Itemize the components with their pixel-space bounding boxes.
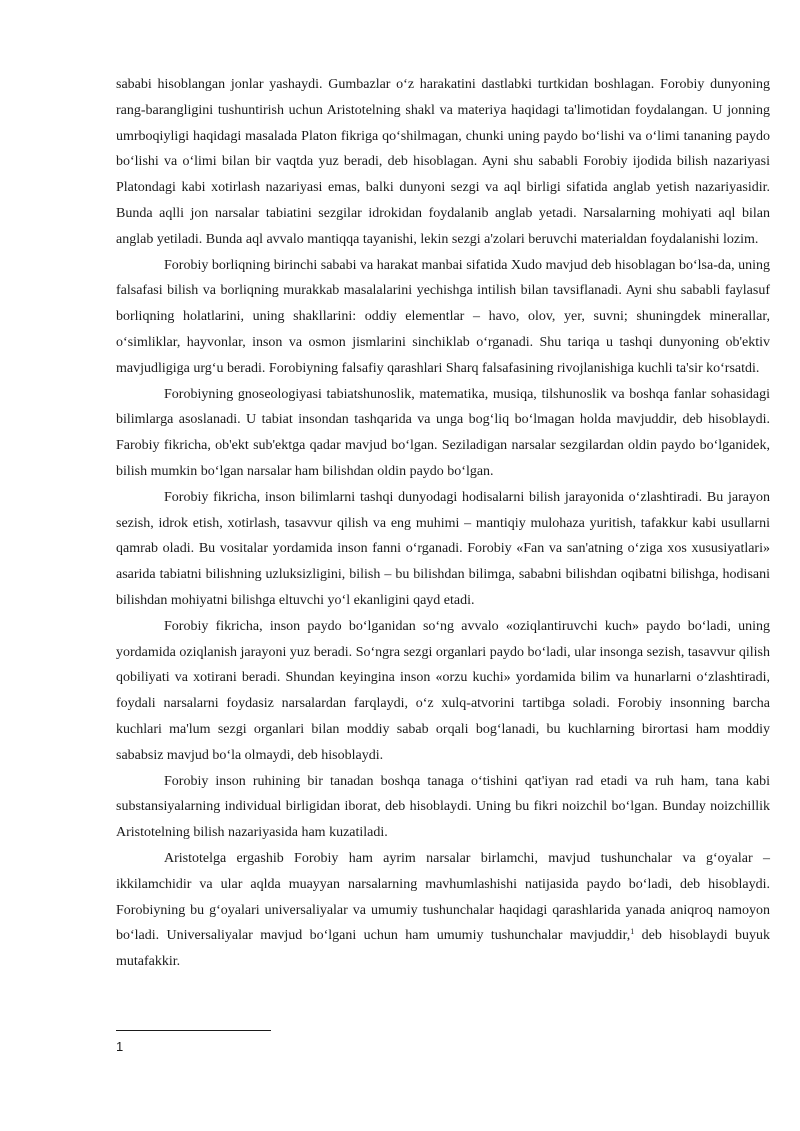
paragraph-5: Forobiy fikricha, inson paydo bo‘lganidan so‘ng avvalo «oziqlantiruvchi kuch» paydo bo‘ladi, uning yordamida oziqlanish jarayoni yuz beradi. So‘ngra sezgi organlari paydo bo‘ladi, ular insonga sezish, tasavvur qilish qobiliyati va xotirani beradi. Shundan keyingina inson «orzu kuchi» yordamida bilim va hunarlarni o‘zlashtiradi, foydali narsalarni foydasiz narsalardan farqlaydi, o‘z xulq-atvorini tartibga soladi. Forobiy insonning barcha kuchlari ma'lum sezgi organlari bilan moddiy sabab orqali bog‘lanadi, bu kuchlarning birortasi ham moddiy sababsiz mavjud bo‘la olmaydi, deb hisoblaydi. [116,618,770,763]
paragraph-7 [116,846,770,975]
document-body [116,72,770,975]
paragraph-7-text: Aristotelga ergashib Forobiy ham ayrim narsalar birlamchi, mavjud tushunchalar va g‘oyalar – ikkilamchidir va ular aqlda muayyan narsalarning mavhumlashishi natijasida paydo bo‘ladi, deb hisoblaydi. Forobiyning bu g‘oyalari universaliyalar va umumiy tushunchalar haqidagi qarashlarida yanada aniqroq namoyon bo‘ladi. Universaliyalar mavjud bo‘lgani uchun ham umumiy tushunchalar mavjuddir, [116,850,770,944]
paragraph-3: Forobiyning gnoseologiyasi tabiatshunoslik, matematika, musiqa, tilshunoslik va boshqa fanlar sohasidagi bilimlarga asoslanadi. U tabiat insondan tashqarida va unga bog‘liq bo‘lmagan holda mavjuddir, deb hisoblaydi. Farobiy fikricha, ob'ekt sub'ektga qadar mavjud bo‘lgan. Seziladigan narsalar sezgilardan oldin paydo bo‘lganidek, bilish mumkin bo‘lgan narsalar ham bilishdan oldin paydo bo‘lgan. [116,386,770,479]
footnote-reference[interactable]: 1 [630,927,635,937]
paragraph-7-tail: deb hisoblaydi buyuk mutafakkir. [116,928,770,970]
paragraph-2: Forobiy borliqning birinchi sababi va harakat manbai sifatida Xudo mavjud deb hisoblagan bo‘lsa-da, uning falsafasi bilish va borliqning murakkab masalalarini yechishga intilish bilan tavsiflanadi. Ayni shu sababli faylasuf borliqning holatlarini, uning shakllarini: oddiy elementlar – havo, olov, yer, suvni; shuningdek minerallar, o‘simliklar, hayvonlar, inson va osmon jismlarini sinchiklab o‘rganadi. Shu tariqa u tashqi dunyoning ob'ektiv mavjudligiga urg‘u beradi. Forobiyning falsafiy qarashlari Sharq falsafasining rivojlanishiga kuchli ta'sir ko‘rsatdi. [116,257,770,376]
footnote-number: 1 [116,1039,124,1054]
paragraph-4: Forobiy fikricha, inson bilimlarni tashqi dunyodagi hodisalarni bilish jarayonida o‘zlashtiradi. Bu jarayon sezish, idrok etish, xotirlash, tasavvur qilish va eng muhimi – mantiqiy mulohaza yuritish, tafakkur kabi usullarni qamrab oladi. Bu vositalar yordamida inson fanni o‘rganadi. Forobiy «Fan va san'atning o‘ziga xos xususiyatlari» asarida tabiatni bilishning uzluksizligini, bilish – bu bilishdan bilimga, sababni bilishdan oqibatni bilishga, hodisani bilishdan mohiyatni bilishga eltuvchi yo‘l ekanligini qayd etadi. [116,489,770,608]
paragraph-6: Forobiy inson ruhining bir tanadan boshqa tanaga o‘tishini qat'iyan rad etadi va ruh ham, tana kabi substansiyalarning individual birligidan iborat, deb hisoblaydi. Uning bu fikri noizchil bo‘lgan. Bunday noizchillik Aristotelning bilish nazariyasida ham kuzatiladi. [116,773,770,841]
paragraph-1: sababi hisoblangan jonlar yashaydi. Gumbazlar o‘z harakatini dastlabki turtkidan boshlagan. Forobiy dunyoning rang-barangligini tushuntirish uchun Aristotelning shakl va materiya haqidagi ta'limotidan foydalangan. U jonning umrboqiyligi haqidagi masalada Platon fikriga qo‘shilmagan, chunki uning paydo bo‘lishi va o‘limi tananing paydo bo‘lishi va o‘limi bilan bir vaqtda yuz beradi, deb hisoblagan. Ayni shu sababli Forobiy ijodida bilish nazariyasi Platondagi kabi xotirlash nazariyasi emas, balki dunyoni sezgi va aql birligi sifatida anglab yetish nazariyasidir. Bunda aqlli jon narsalar tabiatini sezgilar idrokidan foydalanib anglab yetadi. Narsalarning mohiyati aql bilan anglab yetiladi. Bunda aql avvalo mantiqqa tayanishi, lekin sezgi a'zolari beruvchi materialdan foydalanishi lozim. [116,77,770,247]
footnote-separator [116,1030,271,1031]
